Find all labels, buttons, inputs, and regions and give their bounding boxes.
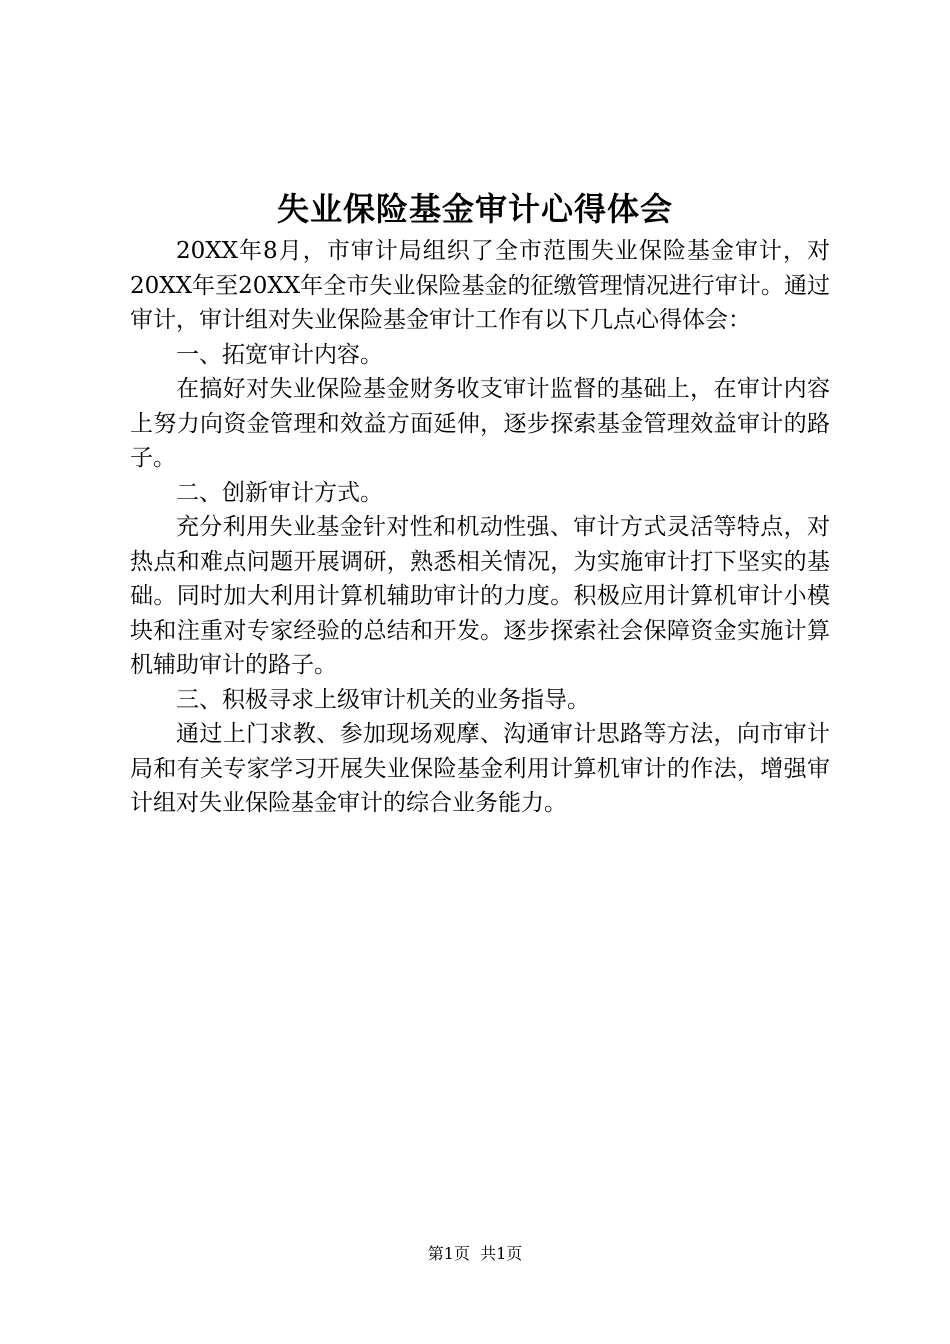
paragraph-section-3: 通过上门求教、参加现场观摩、沟通审计思路等方法，向市审计局和有关专家学习开展失业保险基金利用计算机审计的作法，增强审计组对失业保险基金审计的综合业务能力。 <box>130 721 830 816</box>
document-body <box>130 234 830 821</box>
heading-section-1: 一、拓宽审计内容。 <box>176 341 383 368</box>
heading-section-3: 三、积极寻求上级审计机关的业务指导。 <box>176 686 590 713</box>
document-title: 失业保险基金审计心得体会 <box>276 190 673 228</box>
paragraph-intro: 20XX年8月，市审计局组织了全市范围失业保险基金审计，对20XX年至20XX年全市失业保险基金的征缴管理情况进行审计。通过审计，审计组对失业保险基金审计工作有以下几点心得体会： <box>130 238 830 333</box>
paragraph-section-1: 在搞好对失业保险基金财务收支审计监督的基础上，在审计内容上努力向资金管理和效益方面延伸，逐步探索基金管理效益审计的路子。 <box>130 376 830 471</box>
paragraph-section-2: 充分利用失业基金针对性和机动性强、审计方式灵活等特点，对热点和难点问题开展调研，熟悉相关情况，为实施审计打下坚实的基础。同时加大利用计算机辅助审计的力度。积极应用计算机审计小模块和注重对专家经验的总结和开发。逐步探索社会保障资金实施计算机辅助审计的路子。 <box>130 514 830 678</box>
page-number-footer: 第1页 共1页 <box>427 1244 523 1263</box>
heading-section-2: 二、创新审计方式。 <box>176 479 383 506</box>
